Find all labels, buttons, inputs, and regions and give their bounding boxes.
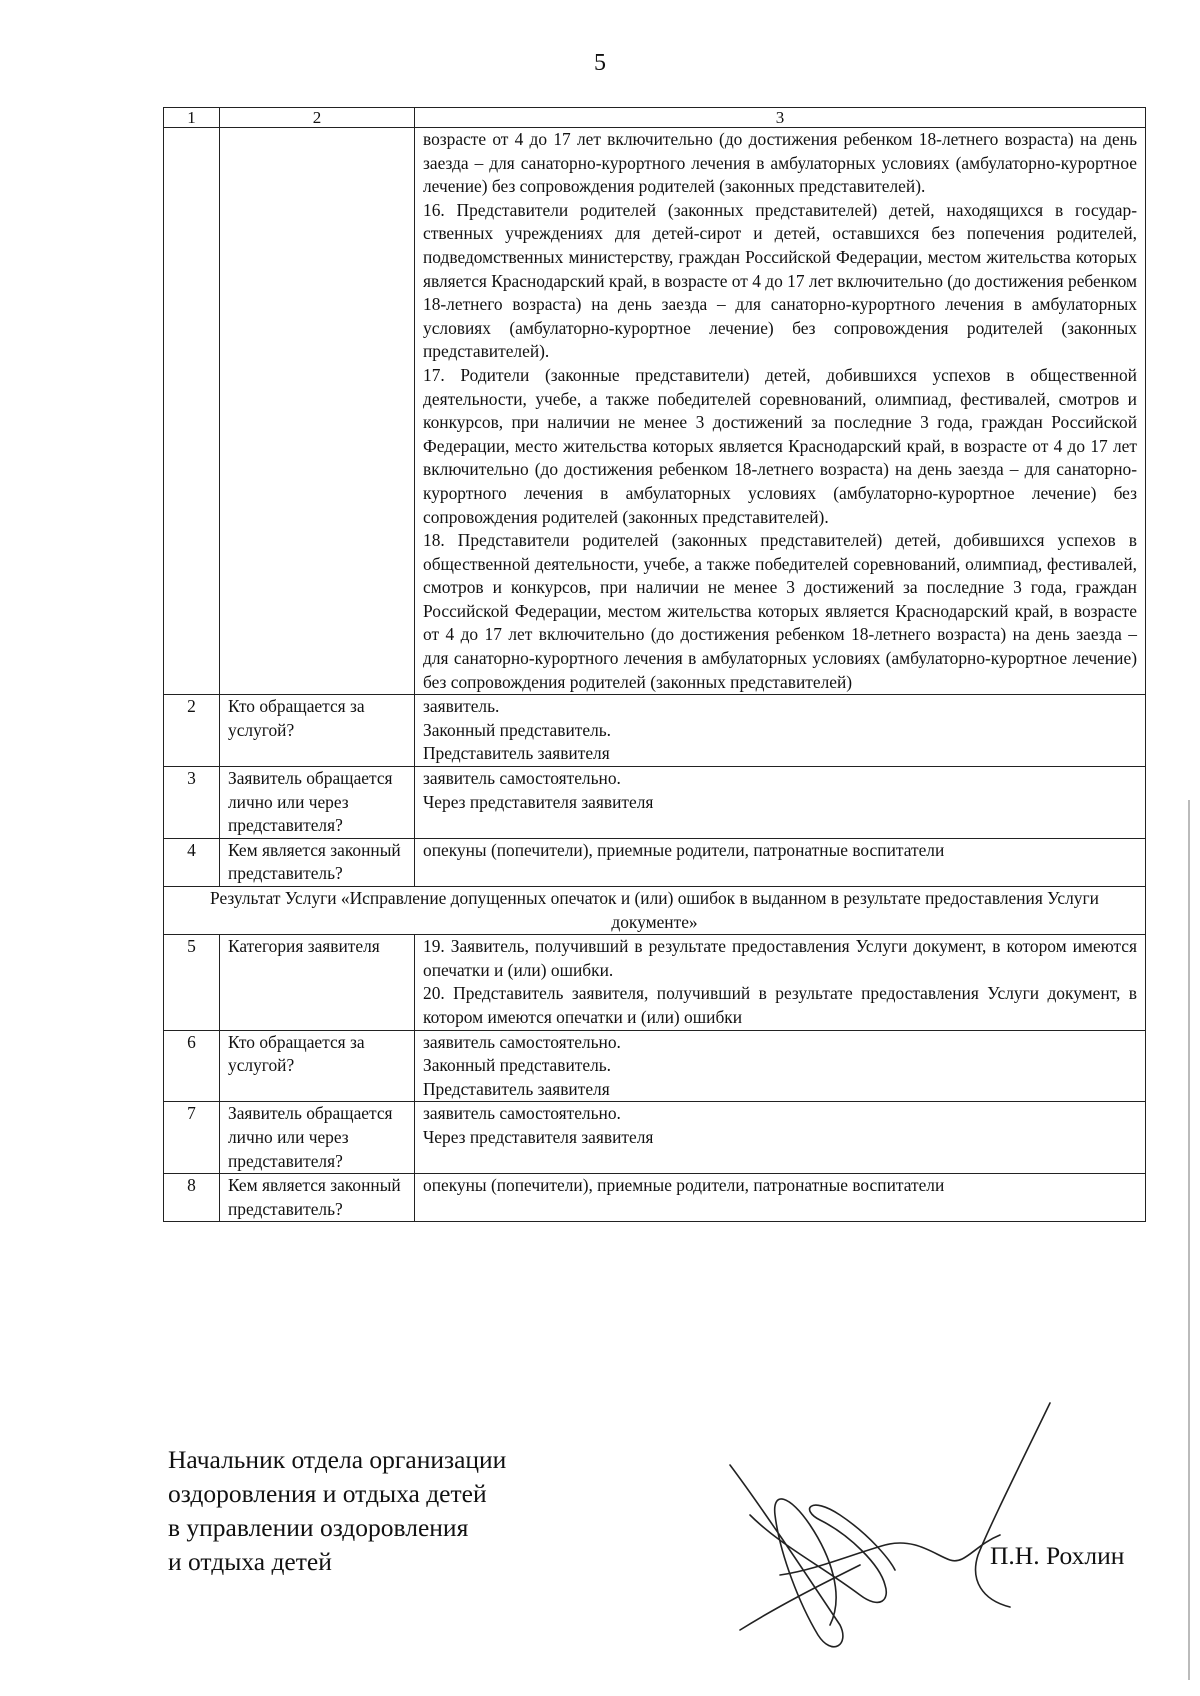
row-number: 4 [164,838,220,886]
signatory-position: Начальник отдела организации оздоровления и отдыха детей в управлении оздоровления и отдыха детей [168,1445,507,1576]
row-question: Кем является законный представитель? [220,1174,415,1222]
row-number: 5 [164,935,220,1030]
paragraph: 16. Представители родителей (законных представителей) детей, находящихся в государ-ственных учреждениях для детей-сирот и детей, оставшихся без попечения родителей, подведомственных министерству, граждан Российской Федерации, местом жительства которых является Краснодарский край, в возрасте от 4 до 17 лет включительно (до достижения ребенком 18-летнего возраста) на день заезда – для санаторно-курортного лечения в амбулаторных условиях (амбулаторно-курортное лечение) без сопровождения родителей (законных представителей). [423,199,1137,362]
table-row [164,935,1146,1030]
row-answer: заявитель самостоятельно. Через представителя заявителя [415,1102,1146,1174]
paragraph: 18. Представители родителей (законных представителей) детей, добившихся успехов в общественной деятельности, учебе, а также победителей соревнований, олимпиад, фестивалей, смотров и конкурсов, при наличии не менее 3 достижений за последние 3 года, граждан Российской Федерации, местом жительства которых является Краснодарский край, в возрасте от 4 до 17 лет включительно (до достижения ребенком 18-летнего возраста) на день заезда – для санаторно-курортного лечения в амбулаторных условиях (амбулаторно-курортное лечение) без сопровождения родителей (законных представителей) [423,530,1137,692]
row-question: Кто обращается за услугой? [220,695,415,767]
signatory-name: П.Н. Рохлин [990,1541,1125,1570]
row-answer: заявитель самостоятельно. Через представителя заявителя [415,767,1146,839]
table-row-continuation [164,128,1146,695]
services-table [163,107,1146,1222]
row-answer: 19. Заявитель, получивший в результате предоставления Услуги документ, в котором имеются опечатки и (или) ошибки. 20. Представитель заявителя, получивший в результате предоставления Услуги документ, в котором имеются опечатки и (или) ошибки [415,935,1146,1030]
row-number: 8 [164,1174,220,1222]
row-answer: заявитель. Законный представитель. Представитель заявителя [415,695,1146,767]
row-answer: опекуны (попечители), приемные родители, патронатные воспитатели [415,1174,1146,1222]
row-number: 2 [164,695,220,767]
row-answer: опекуны (попечители), приемные родители, патронатные воспитатели [415,838,1146,886]
row-question: Кто обращается за услугой? [220,1030,415,1102]
applicant-categories-cell [415,128,1146,695]
table-header-row [164,108,1146,128]
section-header-row [164,887,1146,935]
header-col-3: 3 [415,108,1146,128]
row-answer: заявитель самостоятельно. Законный представитель. Представитель заявителя [415,1030,1146,1102]
page-number: 5 [594,50,606,76]
row-question: Категория заявителя [220,935,415,1030]
table-row [164,838,1146,886]
header-col-1: 1 [164,108,220,128]
header-col-2: 2 [220,108,415,128]
table-row [164,1174,1146,1222]
row-number: 3 [164,767,220,839]
row-number: 6 [164,1030,220,1102]
paragraph: возрасте от 4 до 17 лет включительно (до достижения ребенком 18-летнего возраста) на день заезда – для санаторно-курортного лечения в амбулаторных условиях (амбулаторно-курортное лечение) без сопровождения родителей (законных представителей). [423,129,1137,197]
handwritten-signature [720,1395,1080,1665]
table-row [164,695,1146,767]
paragraph: 17. Родители (законные представители) детей, добившихся успехов в общественной деятельности, учебе, а также победителей соревнований, олимпиад, фестивалей, смотров и конкурсов, при наличии не менее 3 достижений за последние 3 года, граждан Российской Федерации, место жительства которых является Краснодарский край, в возрасте от 4 до 17 лет включительно (до достижения ребенком 18-летнего возраста) на день заезда – для санаторно-курортного лечения в амбулаторных условиях (амбулаторно-курортное лечение) без сопровождения родителей (законных представителей). [423,364,1137,527]
row-question: Заявитель обращается лично или через представителя? [220,1102,415,1174]
row-number: 7 [164,1102,220,1174]
row-question: Кем является законный представитель? [220,838,415,886]
table-row [164,1102,1146,1174]
table-row [164,1030,1146,1102]
row-question: Заявитель обращается лично или через представителя? [220,767,415,839]
table-row [164,767,1146,839]
scan-edge-line [1188,800,1190,1680]
section-title: Результат Услуги «Исправление допущенных опечаток и (или) ошибок в выданном в результате предоставления Услуги документе» [164,887,1146,935]
